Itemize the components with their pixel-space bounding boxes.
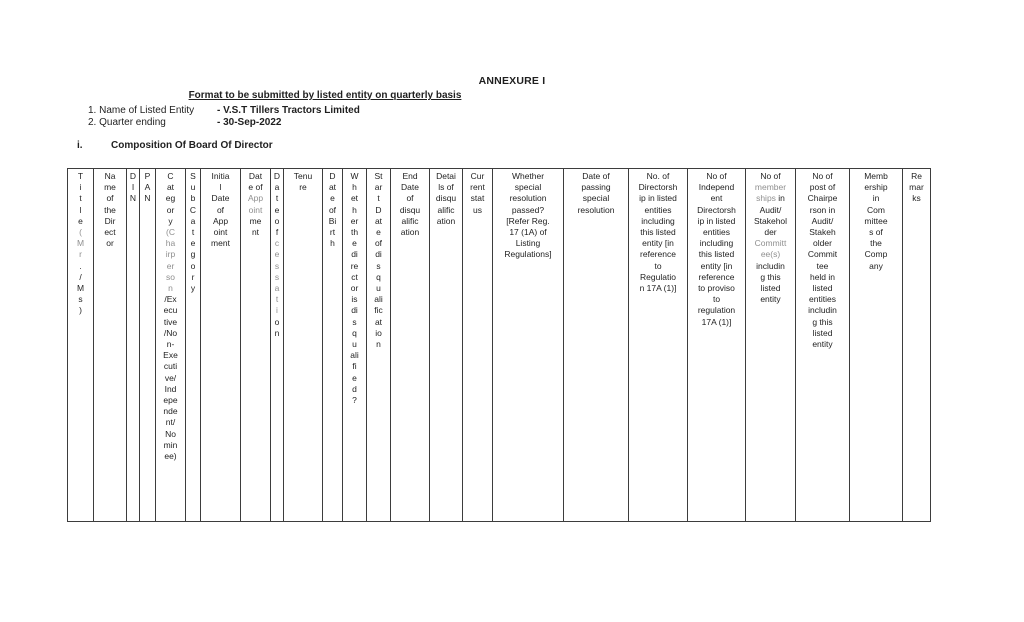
header-line-segment: Stakeh (809, 227, 836, 238)
header-line-segment: entities (644, 204, 672, 215)
header-line-segment: ip in listed (639, 193, 677, 204)
header-line-segment: u (190, 182, 196, 193)
header-line-segment: Na (104, 171, 116, 181)
header-line-segment: to proviso (698, 283, 735, 294)
header-line-segment: W (350, 171, 359, 181)
header-line-segment: io (375, 327, 382, 338)
header-line-segment: u (376, 283, 381, 294)
column-header-current-status (463, 169, 493, 522)
header-line-segment: us (473, 204, 482, 215)
header-line-segment: listed (812, 283, 833, 294)
header-line-segment: t (377, 193, 380, 204)
column-header-no-of-memberships-audit-stakeholder (746, 169, 796, 522)
header-line-segment: of (216, 204, 225, 215)
header-line-segment: t (79, 193, 82, 204)
header-line-segment: s (78, 294, 83, 305)
header-line-segment: Audit/ (759, 204, 782, 215)
column-header-date-of-passing-special-resolution (564, 169, 629, 522)
header-line-segment: re (350, 260, 359, 271)
header-line-segment: in (775, 193, 785, 204)
header-line-segment: o (190, 260, 196, 271)
header-line-segment: St (374, 171, 383, 181)
header-line-segment: h (352, 182, 357, 193)
header-line-segment: i (276, 305, 278, 316)
header-line-segment: No of (812, 171, 833, 181)
header-line-segment: e (352, 238, 357, 249)
header-line-segment: di (375, 249, 382, 260)
header-line-segment: T (77, 171, 84, 181)
header-line-segment: regulation (697, 305, 736, 316)
header-line-segment: resolution (509, 193, 547, 204)
header-line-segment: s (352, 316, 357, 327)
column-header-pan (140, 169, 156, 522)
header-line-segment: resolution (577, 204, 615, 215)
header-line-segment: No. of (646, 171, 670, 181)
header-line-segment: the (104, 204, 116, 215)
header-line-segment: ent (710, 193, 723, 204)
header-line-segment: ls of (438, 182, 454, 193)
header-line-segment: q (376, 271, 381, 282)
header-line-segment: ha (165, 238, 176, 249)
header-line-segment: i (79, 182, 82, 193)
header-line-segment: at (328, 182, 337, 193)
header-line-segment: c (274, 238, 280, 249)
header-line-segment: ation (436, 215, 456, 226)
header-line-segment: Re (911, 171, 922, 181)
header-line-segment: t (191, 227, 195, 238)
header-line-segment: Date (401, 182, 419, 193)
header-line-segment: Independ (698, 182, 735, 193)
header-line-segment: the (870, 238, 882, 249)
header-line-segment: n (168, 283, 173, 294)
header-line-segment: A (144, 182, 151, 193)
header-line-segment: ks (912, 193, 921, 204)
header-line-segment: t (275, 193, 279, 204)
header-line-segment: y (190, 283, 196, 294)
header-line-segment: tive (163, 316, 178, 327)
header-line-segment: P (144, 171, 151, 181)
header-line-segment: n- (166, 339, 175, 350)
header-line-segment: nt/ (165, 417, 176, 428)
header-line-segment: a (190, 215, 196, 226)
header-line-segment: q (352, 327, 357, 338)
header-line-segment: S (190, 171, 196, 181)
header-line-segment: disqu (435, 193, 457, 204)
header-line-segment: min (163, 439, 178, 450)
header-line-segment: N (144, 193, 151, 204)
header-line-segment: entity (760, 294, 781, 305)
header-line-segment: ali (374, 294, 383, 305)
header-line-segment: post of (809, 182, 836, 193)
column-header-title (68, 169, 94, 522)
header-line-segment: 17 (1A) of (509, 227, 547, 238)
header-line-segment: Dat (248, 171, 263, 181)
header-line-segment: rt (329, 227, 336, 238)
header-line-segment: nt (251, 227, 260, 238)
header-line-segment: b (190, 193, 196, 204)
header-line-segment: special (582, 193, 610, 204)
header-line-segment: D (273, 171, 281, 181)
header-line-segment: or (106, 238, 114, 249)
header-line-segment: listed (812, 327, 833, 338)
header-line-segment: ) (79, 305, 82, 316)
header-line-segment: D (329, 171, 336, 181)
board-composition-table (67, 168, 931, 522)
header-line-segment: to (712, 294, 721, 305)
header-line-segment: of (106, 193, 114, 204)
section-title: Composition Of Board Of Director (111, 140, 273, 151)
header-line-segment: g this (812, 316, 833, 327)
header-line-segment: Comp (864, 249, 888, 260)
header-line-segment: et (350, 193, 359, 204)
header-line-segment: Bi (328, 215, 337, 226)
header-line-segment: Detai (436, 171, 456, 181)
header-line-segment: o (274, 316, 280, 327)
header-line-segment: Chairpe (807, 193, 838, 204)
header-line-segment: me (249, 215, 262, 226)
header-line-segment: er (350, 215, 359, 226)
header-line-segment: g (190, 249, 196, 260)
column-header-remarks (903, 169, 931, 522)
header-line-segment: (C (166, 227, 175, 238)
field-value-entity-name: - V.S.T Tillers Tractors Limited (217, 105, 360, 116)
header-line-segment: irp (165, 249, 176, 260)
header-line-segment: ip in listed (697, 215, 736, 226)
header-line-segment: ali (350, 350, 359, 361)
header-line-segment: App (247, 193, 264, 204)
header-line-segment: Audit/ (811, 215, 834, 226)
header-line-segment: entity (812, 339, 833, 350)
header-line-segment: eg (165, 193, 176, 204)
header-line-segment: includin (756, 260, 785, 271)
header-line-segment: Regulatio (640, 271, 676, 282)
header-line-segment: ee(s) (760, 249, 781, 260)
column-header-category (156, 169, 186, 522)
header-line-segment: passed? (511, 204, 545, 215)
header-line-segment: oint (248, 204, 263, 215)
header-line-segment: s (376, 260, 381, 271)
header-line-segment: Stakehol (753, 215, 788, 226)
column-header-date-of-cessation (271, 169, 284, 522)
header-line-segment: a (274, 182, 280, 193)
header-line-segment: End (402, 171, 418, 181)
header-line-segment: s (274, 271, 280, 282)
column-header-whether-special-resolution-passed (493, 169, 564, 522)
header-line-segment: Com (867, 204, 885, 215)
header-line-segment: re (299, 182, 307, 193)
header-line-segment: N (129, 193, 137, 204)
column-header-no-of-post-of-chairperson (796, 169, 850, 522)
header-line-segment: e of (248, 182, 263, 193)
header-line-segment: Exe (163, 350, 178, 361)
header-line-segment: No of (760, 171, 781, 181)
column-header-date-of-appointment (241, 169, 271, 522)
field-value-quarter-ending: - 30-Sep-2022 (217, 117, 282, 128)
header-line-segment: der (764, 227, 777, 238)
header-line-segment: M (76, 283, 85, 294)
header-line-segment: h (330, 238, 335, 249)
header-line-segment: older (813, 238, 832, 249)
header-line-segment: er (166, 260, 175, 271)
header-line-segment: any (869, 260, 883, 271)
header-line-segment: u (352, 339, 357, 350)
header-line-segment: . (79, 260, 82, 271)
column-header-sub-category (186, 169, 201, 522)
header-line-segment: r (79, 249, 82, 260)
header-line-segment: entities (703, 227, 730, 238)
header-line-segment: including (699, 238, 734, 249)
header-line-segment: /No (163, 327, 178, 338)
header-line-segment: Commit (807, 249, 838, 260)
header-line-segment: n 17A (1)] (639, 283, 677, 294)
header-line-segment: r (191, 271, 195, 282)
column-header-details-of-disqualification (430, 169, 463, 522)
column-header-date-of-birth (323, 169, 343, 522)
header-line-segment: at (374, 316, 383, 327)
header-line-segment: or (350, 283, 359, 294)
header-line-segment: entity [in (700, 260, 733, 271)
header-line-segment: e (78, 215, 83, 226)
header-line-segment: epe (163, 395, 178, 406)
header-line-segment: is (351, 294, 358, 305)
header-line-segment: oint (213, 227, 228, 238)
header-line-segment: s of (869, 227, 883, 238)
header-line-segment: s (274, 260, 280, 271)
header-line-segment: [Refer Reg. (506, 215, 550, 226)
column-header-membership-in-committees (850, 169, 903, 522)
header-line-segment: ve/ (164, 372, 177, 383)
column-header-no-of-directorship-listed-entities (629, 169, 688, 522)
column-header-name-of-director (94, 169, 127, 522)
column-header-din (127, 169, 140, 522)
header-line-segment: e (330, 193, 335, 204)
header-line-segment: ee) (164, 451, 177, 462)
header-line-segment: cuti (163, 361, 178, 372)
format-subtitle: Format to be submitted by listed entity on quarterly basis (188, 90, 462, 101)
header-line-segment: ships (756, 193, 776, 204)
field-label-entity-name: 1. Name of Listed Entity (88, 105, 195, 116)
header-line-segment: Date of (582, 171, 610, 181)
header-line-segment: special (514, 182, 542, 193)
column-header-no-of-independent-directorship (688, 169, 746, 522)
header-line-segment: th (350, 227, 359, 238)
header-line-segment: ecu (163, 305, 178, 316)
header-line-segment: M (76, 238, 85, 249)
header-line-segment: Whether (511, 171, 545, 181)
header-line-segment: n (376, 339, 381, 350)
header-line-segment: or (166, 204, 175, 215)
header-line-segment: of (328, 204, 337, 215)
header-line-segment: of (374, 238, 383, 249)
header-line-segment: me (104, 182, 116, 193)
column-header-initial-date-of-appointment (201, 169, 241, 522)
header-line-segment: ect (104, 227, 116, 238)
header-line-segment: App (212, 215, 229, 226)
header-line-segment: a (274, 283, 280, 294)
header-line-segment: g this (760, 271, 781, 282)
column-header-end-date-of-disqualification (391, 169, 430, 522)
annexure-title: ANNEXURE I (478, 75, 546, 87)
header-line-segment: this listed (698, 249, 735, 260)
header-line-segment: Committ (754, 238, 787, 249)
header-line-segment: Cur (470, 171, 485, 181)
table-header-row (68, 169, 931, 522)
header-line-segment: di (351, 249, 358, 260)
header-line-segment: Initia (211, 171, 230, 181)
header-line-segment: including (641, 215, 675, 226)
header-line-segment: rent (470, 182, 485, 193)
header-line-segment: I (131, 182, 135, 193)
column-header-tenure (284, 169, 323, 522)
header-line-segment: C (189, 204, 197, 215)
header-line-segment: fi (352, 361, 357, 372)
header-line-segment: Listing (515, 238, 541, 249)
field-label-quarter-ending: 2. Quarter ending (88, 117, 166, 128)
header-line-segment: Ind (164, 383, 177, 394)
header-line-segment: of (406, 193, 414, 204)
column-header-start-date-of-disqualification (367, 169, 391, 522)
header-line-segment: d (352, 383, 357, 394)
header-line-segment: includin (808, 305, 837, 316)
header-line-segment: ar (374, 182, 383, 193)
header-line-segment: disqu (399, 204, 421, 215)
header-line-segment: entities (809, 294, 836, 305)
header-line-segment: e (190, 238, 196, 249)
header-line-segment: f (275, 227, 279, 238)
header-line-segment: e (274, 249, 280, 260)
header-line-segment: / (79, 271, 82, 282)
header-line-segment: ? (352, 395, 357, 406)
header-line-segment: di (351, 305, 358, 316)
header-line-segment: stat (470, 193, 485, 204)
header-line-segment: tee (816, 260, 829, 271)
header-line-segment: D (375, 204, 382, 215)
section-number: i. (77, 140, 83, 151)
header-line-segment: h (352, 204, 357, 215)
header-line-segment: e (274, 204, 280, 215)
header-line-segment: Directorsh (697, 204, 736, 215)
header-line-segment: mar (909, 182, 924, 193)
header-line-segment: e (352, 372, 357, 383)
header-line-segment: l (219, 182, 222, 193)
header-line-segment: so (166, 271, 175, 282)
header-line-segment: ( (79, 227, 82, 238)
header-line-segment: in (872, 193, 880, 204)
header-line-segment: entity [in (642, 238, 674, 249)
header-line-segment: ership (864, 182, 888, 193)
header-line-segment: nde (163, 406, 178, 417)
header-line-segment: No (165, 428, 176, 439)
header-line-segment: alific (437, 204, 455, 215)
header-line-segment: Regulations] (504, 249, 552, 260)
header-line-segment: 17A (1)] (701, 316, 732, 327)
header-line-segment: Tenu (293, 171, 313, 181)
header-line-segment: at (166, 182, 175, 193)
header-line-segment: alific (401, 215, 419, 226)
header-line-segment: reference (698, 271, 735, 282)
header-line-segment: Date (211, 193, 230, 204)
header-line-segment: /Ex (164, 294, 177, 305)
header-line-segment: mittee (864, 215, 888, 226)
header-line-segment: l (79, 204, 82, 215)
header-line-segment: fic (374, 305, 383, 316)
header-line-segment: to (654, 260, 662, 271)
header-line-segment: No of (706, 171, 727, 181)
header-line-segment: reference (640, 249, 676, 260)
header-line-segment: D (129, 171, 137, 181)
header-line-segment: ct (351, 271, 358, 282)
header-line-segment: ment (211, 238, 230, 249)
header-line-segment: this listed (640, 227, 676, 238)
column-header-whether-director-disqualified (343, 169, 367, 522)
header-line-segment: n (274, 327, 280, 338)
header-line-segment: e (376, 227, 381, 238)
header-line-segment: Dir (104, 215, 116, 226)
table-container (67, 168, 931, 522)
header-line-segment: ation (400, 227, 420, 238)
header-line-segment: passing (581, 182, 611, 193)
header-line-segment: Memb (864, 171, 888, 181)
header-line-segment: member (754, 182, 787, 193)
header-line-segment: Directorsh (638, 182, 678, 193)
header-line-segment: C (167, 171, 174, 181)
header-line-segment: rson in (809, 204, 836, 215)
header-line-segment: listed (760, 283, 781, 294)
header-line-segment: held in (809, 271, 836, 282)
header-line-segment: y (168, 215, 173, 226)
header-line-segment: t (275, 294, 279, 305)
header-line-segment: o (274, 215, 280, 226)
header-line-segment: at (374, 215, 383, 226)
